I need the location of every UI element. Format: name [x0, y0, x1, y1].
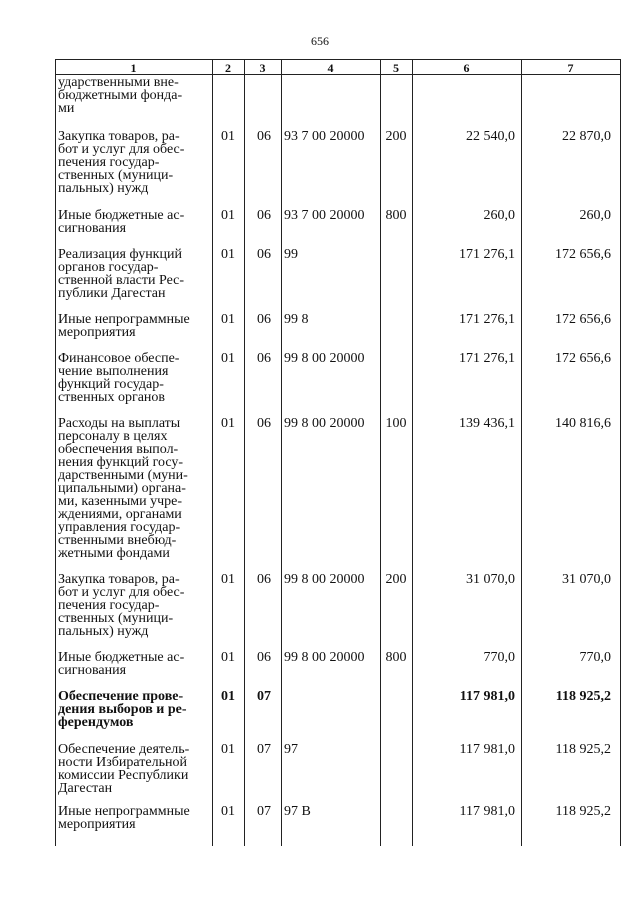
subsection-code: 06	[257, 247, 271, 262]
column-header: 5	[393, 61, 399, 75]
section-code: 01	[221, 416, 235, 431]
amount-year-2: 118 925,2	[555, 804, 611, 819]
section-code: 01	[221, 572, 235, 587]
amount-year-1: 260,0	[483, 208, 515, 223]
subsection-code: 06	[257, 208, 271, 223]
target-article: 99 8 00 20000	[284, 351, 365, 366]
target-article: 99 8 00 20000	[284, 650, 365, 665]
subsection-code: 07	[257, 689, 271, 704]
amount-year-1: 770,0	[483, 650, 515, 665]
section-code: 01	[221, 650, 235, 665]
amount-year-2: 140 816,6	[555, 416, 611, 431]
amount-year-1: 171 276,1	[459, 247, 515, 262]
column-divider	[412, 59, 413, 846]
row-name: ударственными вне- бюджетными фонда- ми	[58, 75, 183, 116]
amount-year-2: 770,0	[579, 650, 611, 665]
budget-table	[55, 59, 621, 846]
column-header: 4	[327, 61, 334, 75]
row-name: Иные бюджетные ас- сигнования	[58, 208, 185, 236]
subsection-code: 06	[257, 129, 271, 144]
subsection-code: 07	[257, 804, 271, 819]
amount-year-1: 22 540,0	[466, 129, 515, 144]
row-name: Обеспечение деятель- ности Избирательной комиссии Республики Дагестан	[58, 742, 190, 796]
amount-year-2: 31 070,0	[562, 572, 611, 587]
page-number: 656	[311, 34, 329, 48]
expense-type: 100	[385, 416, 407, 431]
column-header: 6	[463, 61, 470, 75]
column-divider	[212, 59, 213, 846]
section-code: 01	[221, 742, 235, 757]
row-name: Реализация функций органов государ- ственной власти Рес- публики Дагестан	[58, 247, 185, 301]
column-divider	[620, 59, 621, 846]
amount-year-2: 118 925,2	[555, 689, 611, 704]
target-article: 93 7 00 20000	[284, 208, 365, 223]
subsection-code: 06	[257, 351, 271, 366]
subsection-code: 06	[257, 312, 271, 327]
target-article: 97 В	[284, 804, 311, 819]
column-divider	[55, 59, 56, 846]
column-divider	[380, 59, 381, 846]
amount-year-1: 139 436,1	[459, 416, 515, 431]
subsection-code: 07	[257, 742, 271, 757]
section-code: 01	[221, 689, 235, 704]
row-name: Иные непрограммные мероприятия	[58, 804, 190, 832]
amount-year-2: 22 870,0	[562, 129, 611, 144]
expense-type: 800	[385, 650, 407, 665]
target-article: 97	[284, 742, 298, 757]
amount-year-1: 31 070,0	[466, 572, 515, 587]
row-name: Иные бюджетные ас- сигнования	[58, 650, 185, 678]
section-code: 01	[221, 804, 235, 819]
row-name: Иные непрограммные мероприятия	[58, 312, 190, 340]
amount-year-2: 260,0	[579, 208, 611, 223]
section-code: 01	[221, 247, 235, 262]
row-name: Финансовое обеспе- чение выполнения функций государ- ственных органов	[58, 351, 180, 405]
amount-year-1: 117 981,0	[459, 689, 515, 704]
target-article: 93 7 00 20000	[284, 129, 365, 144]
amount-year-1: 171 276,1	[459, 351, 515, 366]
amount-year-2: 172 656,6	[555, 247, 611, 262]
column-divider	[244, 59, 245, 846]
target-article: 99 8	[284, 312, 309, 327]
target-article: 99 8 00 20000	[284, 572, 365, 587]
section-code: 01	[221, 129, 235, 144]
section-code: 01	[221, 312, 235, 327]
amount-year-2: 118 925,2	[555, 742, 611, 757]
amount-year-1: 117 981,0	[459, 804, 515, 819]
section-code: 01	[221, 351, 235, 366]
amount-year-2: 172 656,6	[555, 351, 611, 366]
expense-type: 200	[385, 129, 407, 144]
subsection-code: 06	[257, 416, 271, 431]
expense-type: 800	[385, 208, 407, 223]
row-name: Обеспечение прове- дения выборов и ре- ферендумов	[58, 689, 187, 730]
amount-year-1: 117 981,0	[459, 742, 515, 757]
expense-type: 200	[385, 572, 407, 587]
section-code: 01	[221, 208, 235, 223]
subsection-code: 06	[257, 650, 271, 665]
row-name: Закупка товаров, ра- бот и услуг для обес- печения государ- ственных (муници- пальных) нужд	[58, 129, 185, 196]
row-name: Закупка товаров, ра- бот и услуг для обес- печения государ- ственных (муници- пальных) нужд	[58, 572, 185, 639]
target-article: 99 8 00 20000	[284, 416, 365, 431]
column-header: 3	[259, 61, 266, 75]
table-top-border	[55, 59, 621, 60]
column-header: 7	[567, 61, 574, 75]
subsection-code: 06	[257, 572, 271, 587]
column-divider	[521, 59, 522, 846]
amount-year-1: 171 276,1	[459, 312, 515, 327]
target-article: 99	[284, 247, 298, 262]
column-header: 1	[130, 61, 137, 75]
amount-year-2: 172 656,6	[555, 312, 611, 327]
column-header: 2	[225, 61, 231, 75]
column-divider	[281, 59, 282, 846]
row-name: Расходы на выплаты персоналу в целях обеспечения выпол- нения функций госу- дарственными (муни- ципальными) органа- ми, казенными учре- ждениями, органами управления государ- ственными внебюд- жетными фондами	[58, 416, 188, 561]
